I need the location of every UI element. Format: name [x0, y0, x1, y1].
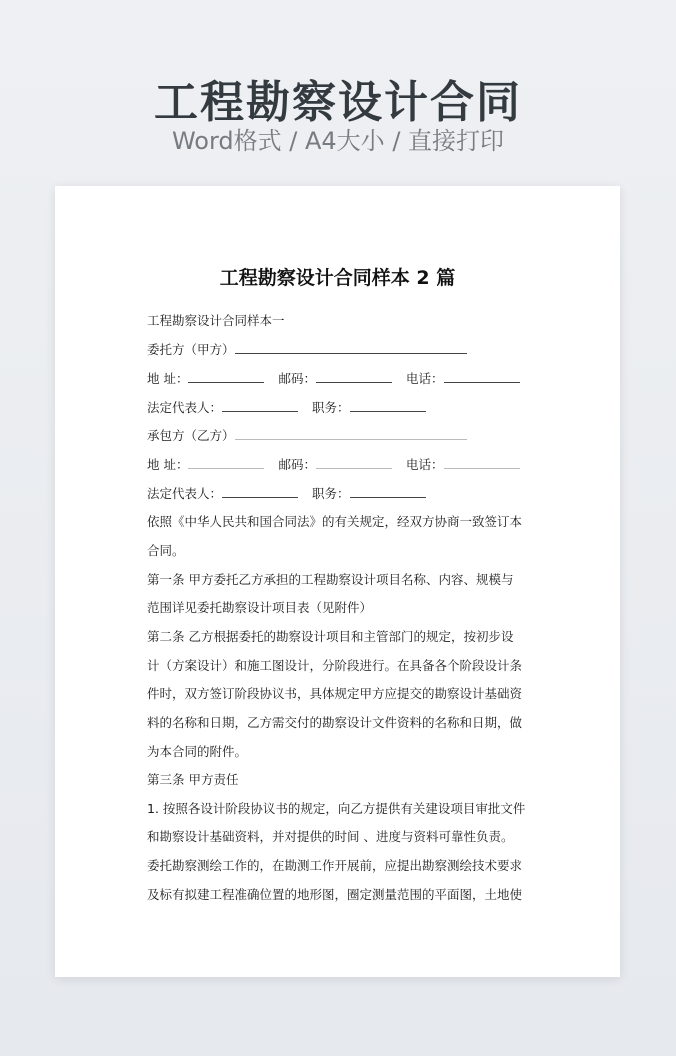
client-label: 委托方（甲方）: [147, 342, 235, 357]
article-1-line-1: 第一条 甲方委托乙方承担的工程勘察设计项目名称、内容、规模与: [147, 572, 514, 587]
article-3-line-4: 及标有拟建工程准确位置的地形图，圈定测量范围的平面图，土地使: [147, 887, 523, 902]
client-line: [147, 340, 532, 358]
legal-rep-label: 法定代表人：: [147, 400, 223, 415]
client-field: [235, 341, 467, 354]
phone-label: 电话：: [406, 371, 444, 386]
address-field: [188, 370, 264, 383]
position-label-2: 职务：: [312, 486, 350, 501]
postcode-field-2: [316, 456, 392, 469]
position-label: 职务：: [312, 400, 350, 415]
contractor-line: [147, 426, 532, 444]
article-1-line-2: 范围详见委托勘察设计项目表（见附件）: [147, 600, 373, 615]
contractor-field: [235, 427, 467, 440]
contractor-contact-line: [147, 455, 532, 473]
article-2-line-1: 第二条 乙方根据委托的勘察设计项目和主管部门的规定，按初步设: [147, 629, 514, 644]
article-3-title: 第三条 甲方责任: [147, 772, 239, 787]
article-3-line-2: 和勘察设计基础资料，并对提供的时间 、进度与资料可靠性负责。: [147, 829, 514, 844]
article-3-line-1: 1. 按照各设计阶段协议书的规定，向乙方提供有关建设项目审批文件: [147, 801, 526, 816]
address-field-2: [188, 456, 264, 469]
banner-title: 工程勘察设计合同: [154, 77, 522, 128]
article-3-line-3: 委托勘察测绘工作的，在勘测工作开展前，应提出勘察测绘技术要求: [147, 858, 523, 873]
document-page: [55, 186, 620, 977]
contractor-rep-line: [147, 484, 532, 502]
postcode-label-2: 邮码：: [278, 457, 316, 472]
position-field: [350, 399, 426, 412]
postcode-field: [316, 370, 392, 383]
client-contact-line: [147, 369, 532, 387]
article-2-line-2: 计（方案设计）和施工图设计，分阶段进行。在具备各个阶段设计条: [147, 658, 523, 673]
position-field-2: [350, 485, 426, 498]
client-rep-line: [147, 398, 532, 416]
phone-field: [444, 370, 520, 383]
legal-rep-field-2: [222, 485, 298, 498]
address-label: 地 址：: [147, 371, 189, 386]
article-2-line-3: 件时，双方签订阶段协议书，具体规定甲方应提交的勘察设计基础资: [147, 686, 523, 701]
legal-rep-field: [222, 399, 298, 412]
section-title: 工程勘察设计合同样本一: [147, 313, 285, 328]
address-label-2: 地 址：: [147, 457, 189, 472]
article-2-line-4: 料的名称和日期，乙方需交付的勘察设计文件资料的名称和日期，做: [147, 715, 523, 730]
legal-rep-label-2: 法定代表人：: [147, 486, 223, 501]
document-title: 工程勘察设计合同样本 2 篇: [219, 267, 456, 289]
preamble-line-1: 依照《中华人民共和国合同法》的有关规定，经双方协商一致签订本: [147, 514, 523, 529]
article-2-line-5: 为本合同的附件。: [147, 744, 248, 759]
postcode-label: 邮码：: [278, 371, 316, 386]
banner-subtitle: Word格式 / A4大小 / 直接打印: [171, 127, 505, 155]
preamble-line-2: 合同。: [147, 543, 185, 558]
phone-label-2: 电话：: [406, 457, 444, 472]
phone-field-2: [444, 456, 520, 469]
contractor-label: 承包方（乙方）: [147, 428, 235, 443]
